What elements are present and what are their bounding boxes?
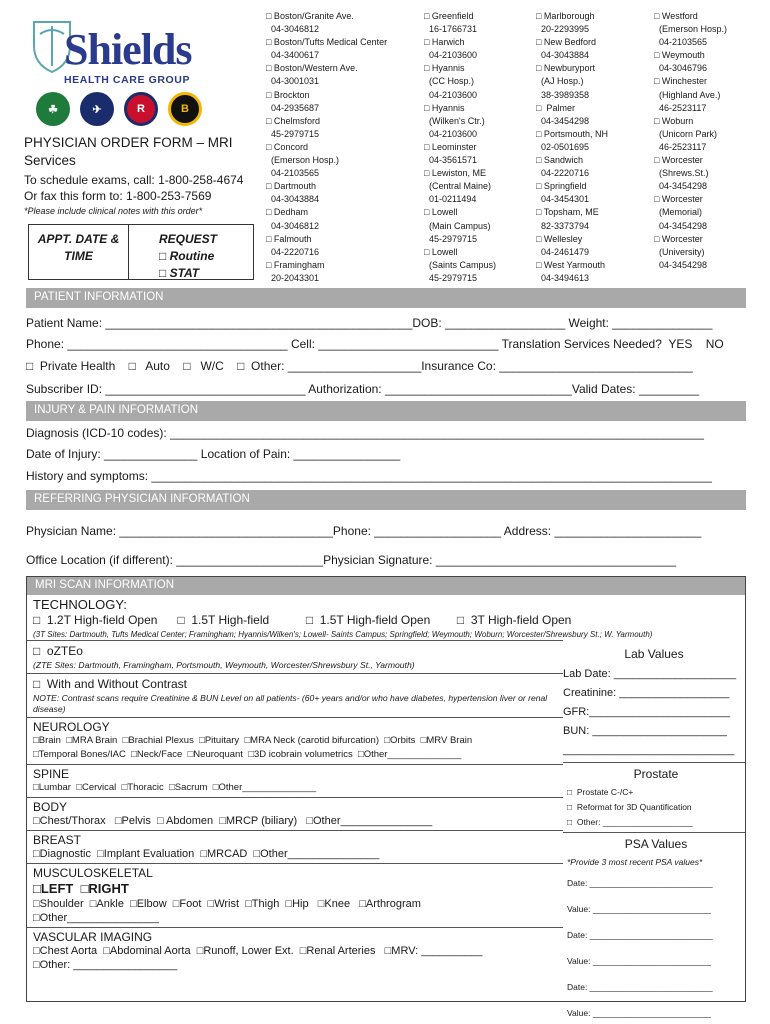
- location-detail: 04-3400617: [266, 50, 320, 61]
- location-detail: (AJ Hosp.): [536, 76, 584, 87]
- location-checkbox[interactable]: □ Winchester: [654, 76, 707, 87]
- location-checkbox[interactable]: □ Greenfield: [424, 11, 474, 21]
- prostate-option-3[interactable]: □ Other: ___________________: [567, 817, 693, 827]
- location-checkbox[interactable]: □ Lewiston, ME: [424, 168, 486, 179]
- team-logos: [36, 92, 202, 126]
- location-checkbox[interactable]: □ Harwich: [424, 37, 465, 48]
- location-detail: (Unicorn Park): [654, 128, 718, 139]
- location-detail: (Wilken's Ctr.): [424, 115, 485, 126]
- neurology-heading: NEUROLOGY: [33, 720, 110, 734]
- clinical-notes-note: *Please include clinical notes with this order*: [24, 206, 203, 216]
- location-checkbox[interactable]: □ Dedham: [266, 207, 308, 218]
- location-checkbox[interactable]: □ Weymouth: [654, 50, 705, 61]
- location-detail: 04-3046812: [266, 24, 320, 35]
- appointment-box: [28, 224, 254, 280]
- location-detail: 20-2043301: [266, 272, 320, 283]
- location-checkbox[interactable]: □ New Bedford: [536, 37, 596, 48]
- vascular-heading: VASCULAR IMAGING: [33, 930, 153, 944]
- location-detail: 38-3989358: [536, 89, 590, 100]
- psa-heading: PSA Values: [624, 837, 688, 851]
- neurology-options-1[interactable]: □Brain □MRA Brain □Brachial Plexus □Pituitary □MRA Neck (carotid bifurcation) □Orbits □MRV Brain: [33, 735, 473, 746]
- psa-date-1[interactable]: Date: __________________________: [567, 878, 713, 888]
- location-detail: 04-3046812: [266, 220, 320, 231]
- patient-line-3[interactable]: □ Private Health □ Auto □ W/C □ Other: ____________________Insurance Co: _____________________________: [26, 359, 693, 373]
- celtics-logo-icon: ☘: [36, 92, 70, 126]
- psa-date-2[interactable]: Date: __________________________: [567, 930, 713, 940]
- location-checkbox[interactable]: □ Boston/Tufts Medical Center: [266, 37, 388, 48]
- gfr-field[interactable]: GFR:_______________________: [563, 706, 730, 718]
- referring-line-2[interactable]: Office Location (if different): ______________________Physician Signature: ____________________________________: [26, 553, 677, 567]
- location-checkbox[interactable]: □ Leominster: [424, 141, 477, 152]
- location-detail: (Shrews.St.): [654, 168, 709, 179]
- location-detail: 16-1766731: [424, 24, 478, 35]
- vascular-options-1[interactable]: □Chest Aorta □Abdominal Aorta □Runoff, Lower Ext. □Renal Arteries □MRV: __________: [33, 945, 483, 957]
- location-checkbox[interactable]: □ Worcester: [654, 233, 703, 244]
- injury-info-header: INJURY & PAIN INFORMATION: [26, 401, 746, 421]
- location-detail: 45-2979715: [266, 128, 320, 139]
- revolution-logo-icon: R: [124, 92, 158, 126]
- location-checkbox[interactable]: □ Chelmsford: [266, 115, 320, 126]
- location-checkbox[interactable]: □ Hyannis: [424, 63, 465, 74]
- location-checkbox[interactable]: □ Springfield: [536, 181, 587, 192]
- mri-info-header: MRI SCAN INFORMATION: [27, 577, 745, 595]
- location-detail: 04-2103565: [266, 168, 320, 179]
- location-checkbox[interactable]: □ Palmer: [536, 102, 575, 113]
- location-detail: 04-3454298: [536, 115, 590, 126]
- brand-subtitle: HEALTH CARE GROUP: [64, 74, 191, 86]
- location-checkbox[interactable]: □ Worcester: [654, 155, 703, 166]
- location-checkbox[interactable]: □ Hyannis: [424, 102, 465, 113]
- location-checkbox[interactable]: □ Westford: [654, 11, 698, 21]
- ozteo-checkbox[interactable]: □ oZTEo: [33, 644, 83, 658]
- body-heading: BODY: [33, 800, 68, 814]
- extra-lab-line[interactable]: ____________________________: [563, 744, 735, 756]
- location-detail: 45-2979715: [424, 272, 478, 283]
- lab-values-column: [563, 637, 745, 1024]
- location-checkbox[interactable]: □ Concord: [266, 141, 308, 152]
- psa-value-2[interactable]: Value: _________________________: [567, 956, 712, 966]
- location-checkbox[interactable]: □ Topsham, ME: [536, 207, 599, 218]
- location-detail: 46-2523117: [654, 141, 707, 152]
- patient-info-header: PATIENT INFORMATION: [26, 288, 746, 308]
- stat-checkbox[interactable]: □ STAT: [159, 266, 200, 280]
- prostate-option-1[interactable]: □ Prostate C-/C+: [567, 787, 634, 797]
- location-detail: 04-3454298: [654, 181, 708, 192]
- location-column-2: [424, 10, 496, 285]
- lab-date-field[interactable]: Lab Date: ____________________: [563, 668, 737, 680]
- location-detail: 04-2103600: [424, 50, 478, 61]
- request-priority: REQUEST □ Routine □ STAT: [129, 225, 253, 282]
- location-checkbox[interactable]: □ Wellesley: [536, 233, 583, 244]
- location-checkbox[interactable]: □ Dartmouth: [266, 181, 316, 192]
- location-checkbox[interactable]: □ Boston/Granite Ave.: [266, 11, 354, 21]
- patient-line-4[interactable]: Subscriber ID: ______________________________ Authorization: ____________________________Valid Dates: _________: [26, 382, 700, 396]
- location-detail: (University): [654, 246, 705, 257]
- location-detail: (Central Maine): [424, 181, 492, 192]
- mri-scan-info: [26, 576, 746, 1018]
- msk-options-1[interactable]: □Shoulder □Ankle □Elbow □Foot □Wrist □Thigh □Hip □Knee □Arthrogram: [33, 898, 421, 910]
- breast-heading: BREAST: [33, 833, 82, 847]
- neurology-options-2[interactable]: □Temporal Bones/IAC □Neck/Face □Neuroquant □3D icobrain volumetrics □Other______________: [33, 749, 462, 760]
- location-detail: 04-2103600: [424, 89, 478, 100]
- msk-side[interactable]: □LEFT □RIGHT: [33, 881, 129, 896]
- location-checkbox[interactable]: □ Sandwich: [536, 155, 583, 166]
- psa-note: *Provide 3 most recent PSA values*: [567, 857, 703, 867]
- ozteo-note: (ZTE Sites: Dartmouth, Framingham, Portsmouth, Weymouth, Worcester/Shrewsbury St., Yarmouth): [33, 660, 415, 670]
- location-detail: 04-3454298: [654, 220, 708, 231]
- location-detail: (Memorial): [654, 207, 703, 218]
- location-detail: 46-2523117: [654, 102, 707, 113]
- location-detail: 04-2103565: [654, 37, 708, 48]
- location-column-3: [536, 10, 608, 285]
- lab-values-heading: Lab Values: [624, 647, 684, 661]
- location-detail: 04-2220716: [266, 246, 320, 257]
- location-detail: 04-3043884: [266, 194, 320, 205]
- location-detail: 04-3494613: [536, 272, 590, 283]
- location-checkbox[interactable]: □ Boston/Western Ave.: [266, 63, 358, 74]
- psa-value-3[interactable]: Value: _________________________: [567, 1008, 712, 1018]
- location-column-1: [266, 10, 387, 285]
- psa-date-3[interactable]: Date: __________________________: [567, 982, 713, 992]
- referring-line-1[interactable]: Physician Name: ________________________________Phone: ___________________ Address: ______________________: [26, 524, 702, 538]
- breast-options[interactable]: □Diagnostic □Implant Evaluation □MRCAD □Other_______________: [33, 848, 380, 860]
- location-detail: (Highland Ave.): [654, 89, 721, 100]
- page-title: PHYSICIAN ORDER FORM – MRI Services: [24, 135, 233, 168]
- location-checkbox[interactable]: □ Portsmouth, NH: [536, 128, 608, 139]
- schedule-call: To schedule exams, call: 1-800-258-4674: [24, 173, 244, 187]
- location-checkbox[interactable]: □ West Yarmouth: [536, 259, 605, 270]
- location-detail: 04-3043884: [536, 50, 590, 61]
- msk-options-2[interactable]: □Other_______________: [33, 912, 159, 924]
- technology-heading: TECHNOLOGY:: [33, 597, 127, 612]
- location-detail: 04-3001031: [266, 76, 320, 87]
- location-detail: (CC Hosp.): [424, 76, 475, 87]
- location-checkbox[interactable]: □ Lowell: [424, 207, 458, 218]
- routine-checkbox[interactable]: □ Routine: [159, 249, 215, 263]
- location-detail: 04-3561571: [424, 155, 478, 166]
- patient-line-1[interactable]: Patient Name: ______________________________________________DOB: __________________ Weight: _______________: [26, 316, 713, 330]
- injury-line-2[interactable]: Date of Injury: ______________ Location of Pain: ________________: [26, 447, 401, 461]
- bun-field[interactable]: BUN: ______________________: [563, 725, 727, 737]
- location-detail: 04-2103600: [424, 128, 478, 139]
- prostate-heading: Prostate: [633, 767, 679, 781]
- location-detail: 04-3046796: [654, 63, 708, 74]
- prostate-option-2[interactable]: □ Reformat for 3D Quantification: [567, 802, 692, 812]
- shields-logo: [30, 18, 200, 88]
- location-detail: 01-0211494: [424, 194, 477, 205]
- injury-line-3[interactable]: History and symptoms: ____________________________________________________________________________________: [26, 469, 712, 483]
- location-detail: 04-2220716: [536, 168, 590, 179]
- msk-heading: MUSCULOSKELETAL: [33, 866, 153, 880]
- location-checkbox[interactable]: □ Woburn: [654, 115, 694, 126]
- technology-note: (3T Sites: Dartmouth, Tufts Medical Center; Framingham; Hyannis/Wilken's; Lowell- Saints Campus; Springfield; Weymouth; Woburn; Worcester/Shrewsbury St.; W. Yarmouth): [33, 630, 653, 639]
- location-detail: (Saints Campus): [424, 259, 497, 270]
- location-detail: 20-2293995: [536, 24, 590, 35]
- contrast-checkbox[interactable]: □ With and Without Contrast: [33, 677, 187, 691]
- spine-options[interactable]: □Lumbar □Cervical □Thoracic □Sacrum □Other______________: [33, 782, 317, 793]
- location-checkbox[interactable]: □ Newburyport: [536, 63, 595, 74]
- patriots-logo-icon: ✈: [80, 92, 114, 126]
- creatinine-field[interactable]: Creatinine: __________________: [563, 687, 730, 699]
- contact-info: [24, 172, 243, 204]
- location-detail: (Emerson Hosp.): [266, 155, 340, 166]
- patient-line-2[interactable]: Phone: _________________________________ Cell: ___________________________ Translation Services Needed? YES NO: [26, 337, 724, 351]
- location-detail: 82-3373794: [536, 220, 590, 231]
- location-detail: (Emerson Hosp.): [654, 24, 728, 35]
- location-detail: (Main Campus): [424, 220, 491, 231]
- appt-date-time[interactable]: APPT. DATE & TIME: [29, 225, 129, 279]
- location-detail: 45-2979715: [424, 233, 478, 244]
- injury-line-1[interactable]: Diagnosis (ICD-10 codes): ________________________________________________________________________________: [26, 426, 704, 440]
- location-detail: 04-2461479: [536, 246, 590, 257]
- bruins-logo-icon: B: [168, 92, 202, 126]
- technology-options[interactable]: □ 1.2T High-field Open □ 1.5T High-field □ 1.5T High-field Open □ 3T High-field Open: [33, 613, 572, 627]
- location-detail: 04-2935687: [266, 102, 320, 113]
- location-checkbox[interactable]: □ Lowell: [424, 246, 458, 257]
- location-checkbox[interactable]: □ Brockton: [266, 89, 310, 100]
- body-options[interactable]: □Chest/Thorax □Pelvis □ Abdomen □MRCP (biliary) □Other_______________: [33, 815, 433, 827]
- referring-info-header: REFERRING PHYSICIAN INFORMATION: [26, 490, 746, 510]
- vascular-options-2[interactable]: □Other: _________________: [33, 959, 178, 971]
- location-detail: 04-3454301: [536, 194, 590, 205]
- location-detail: 04-3454298: [654, 259, 708, 270]
- location-checkbox[interactable]: □ Marlborough: [536, 11, 595, 21]
- location-checkbox[interactable]: □ Framingham: [266, 259, 325, 270]
- location-detail: 02-0501695: [536, 141, 590, 152]
- fax-number: Or fax this form to: 1-800-253-7569: [24, 189, 212, 203]
- location-column-4: [654, 10, 727, 272]
- location-checkbox[interactable]: □ Worcester: [654, 194, 703, 205]
- psa-value-1[interactable]: Value: _________________________: [567, 904, 712, 914]
- contrast-note: NOTE: Contrast scans require Creatinine & BUN Level on all patients- (60+ years and/or who have diabetes, hypertension liver or renal disease): [33, 693, 548, 714]
- brand-name: Shields: [64, 25, 192, 74]
- spine-heading: SPINE: [33, 767, 70, 781]
- location-checkbox[interactable]: □ Falmouth: [266, 233, 312, 244]
